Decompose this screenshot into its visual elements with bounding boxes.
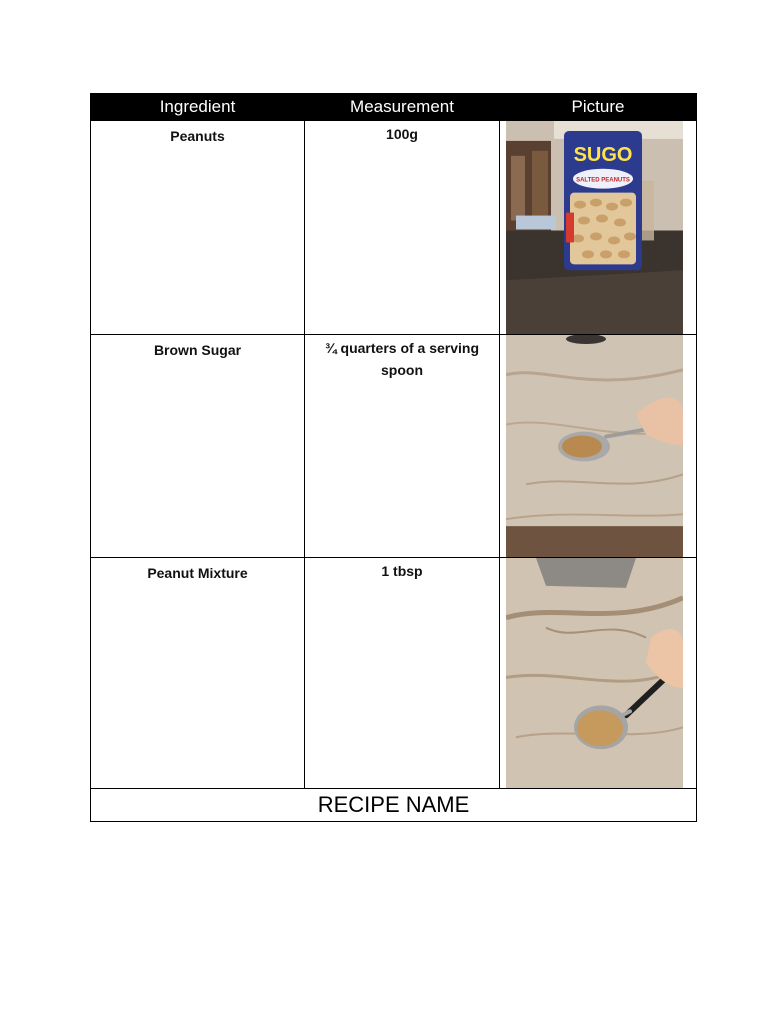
ingredient-cell bbox=[91, 121, 305, 335]
ingredient-cell bbox=[91, 335, 305, 558]
package-brand: SUGO bbox=[573, 143, 633, 166]
measurement-value: ¾ quarters of a serving spoon bbox=[324, 340, 480, 378]
package-label: SALTED PEANUTS bbox=[576, 177, 630, 184]
recipe-table bbox=[90, 93, 697, 822]
ingredient-cell bbox=[91, 558, 305, 789]
ingredient-name: Peanut Mixture bbox=[147, 565, 248, 581]
measurement-cell bbox=[305, 121, 500, 335]
ingredient-name: Peanuts bbox=[170, 128, 225, 144]
picture-cell bbox=[500, 121, 697, 335]
table-row bbox=[91, 121, 697, 335]
peanuts-photo bbox=[506, 121, 683, 334]
brown-sugar-photo bbox=[506, 335, 683, 557]
measurement-cell bbox=[305, 558, 500, 789]
measurement-value: 1 tbsp bbox=[381, 563, 423, 579]
table-row bbox=[91, 335, 697, 558]
measurement-value: 100g bbox=[386, 126, 418, 142]
ingredient-name: Brown Sugar bbox=[153, 342, 242, 358]
header-picture: Picture bbox=[500, 94, 697, 121]
peanut-mixture-photo bbox=[506, 558, 683, 788]
measurement-cell bbox=[305, 335, 500, 558]
recipe-name: RECIPE NAME bbox=[91, 789, 697, 822]
picture-cell bbox=[500, 335, 697, 558]
picture-cell bbox=[500, 558, 697, 789]
table-row bbox=[91, 558, 697, 789]
header-ingredient: Ingredient bbox=[91, 94, 305, 121]
header-measurement: Measurement bbox=[305, 94, 500, 121]
header-row bbox=[91, 94, 697, 121]
footer-row bbox=[91, 789, 697, 822]
